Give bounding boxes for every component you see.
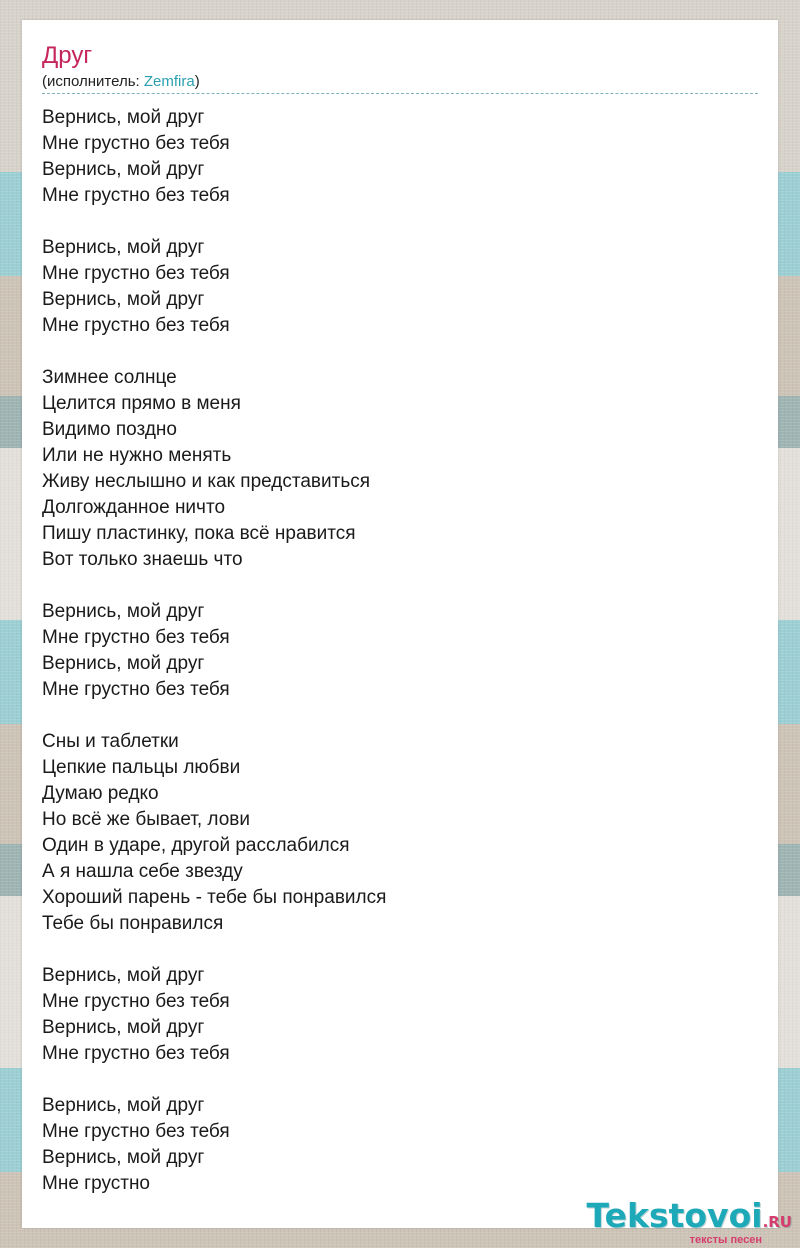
lyric-line: Вернись, мой друг <box>42 107 205 128</box>
lyric-line: Вернись, мой друг <box>42 237 205 258</box>
lyric-line: Вернись, мой друг <box>42 653 205 674</box>
lyric-line: Мне грустно без тебя <box>42 263 230 284</box>
site-logo[interactable] <box>587 1198 792 1246</box>
lyric-blank-line <box>42 703 386 729</box>
lyric-line: Вернись, мой друг <box>42 1017 205 1038</box>
lyric-line: Целится прямо в меня <box>42 393 241 414</box>
lyric-line: Мне грустно без тебя <box>42 1043 230 1064</box>
lyric-line: Цепкие пальцы любви <box>42 757 241 778</box>
lyric-line: Мне грустно без тебя <box>42 991 230 1012</box>
lyric-line: Тебе бы понравился <box>42 913 224 934</box>
logo-tld: .RU <box>762 1213 792 1231</box>
lyric-line: Вернись, мой друг <box>42 289 205 310</box>
logo-tagline: тексты песен <box>689 1234 762 1246</box>
lyric-line: Мне грустно без тебя <box>42 679 230 700</box>
artist-link[interactable]: Zemfira <box>143 73 195 90</box>
lyric-line: Зимнее солнце <box>42 367 177 388</box>
lyric-line: Мне грустно без тебя <box>42 133 230 154</box>
lyric-line: Мне грустно без тебя <box>42 185 230 206</box>
logo-wordmark: Tekstovoi <box>586 1196 763 1235</box>
lyric-line: Вернись, мой друг <box>42 601 205 622</box>
lyric-line: Живу неслышно и как представиться <box>42 471 371 492</box>
lyric-line: Вернись, мой друг <box>42 965 205 986</box>
title-divider <box>42 93 758 94</box>
lyric-line: Видимо поздно <box>42 419 177 440</box>
lyric-line: Вернись, мой друг <box>42 1095 205 1116</box>
lyric-blank-line <box>42 339 386 365</box>
lyric-line: Думаю редко <box>42 783 159 804</box>
lyric-line: Один в ударе, другой расслабился <box>42 835 350 856</box>
lyric-blank-line <box>42 1067 386 1093</box>
lyric-line: Сны и таблетки <box>42 731 179 752</box>
artist-line <box>42 72 200 92</box>
artist-suffix: ) <box>194 73 200 90</box>
lyric-line: Мне грустно без тебя <box>42 1121 230 1142</box>
lyric-line: Мне грустно без тебя <box>42 627 230 648</box>
lyrics-text <box>42 105 386 1197</box>
lyric-blank-line <box>42 573 386 599</box>
lyric-line: Вернись, мой друг <box>42 1147 205 1168</box>
lyric-line: Вот только знаешь что <box>42 549 243 570</box>
artist-prefix: (исполнитель: <box>42 73 144 90</box>
lyric-blank-line <box>42 209 386 235</box>
lyric-line: Мне грустно <box>42 1173 150 1194</box>
lyrics-sheet <box>22 20 778 1228</box>
lyric-blank-line <box>42 937 386 963</box>
lyric-line: Долгожданное ничто <box>42 497 226 518</box>
lyric-line: А я нашла себе звезду <box>42 861 243 882</box>
lyric-line: Но всё же бывает, лови <box>42 809 250 830</box>
lyric-line: Вернись, мой друг <box>42 159 205 180</box>
lyric-line: Хороший парень - тебе бы понравился <box>42 887 387 908</box>
lyric-line: Пишу пластинку, пока всё нравится <box>42 523 356 544</box>
lyric-line: Или не нужно менять <box>42 445 232 466</box>
song-title: Друг <box>42 42 93 69</box>
lyric-line: Мне грустно без тебя <box>42 315 230 336</box>
